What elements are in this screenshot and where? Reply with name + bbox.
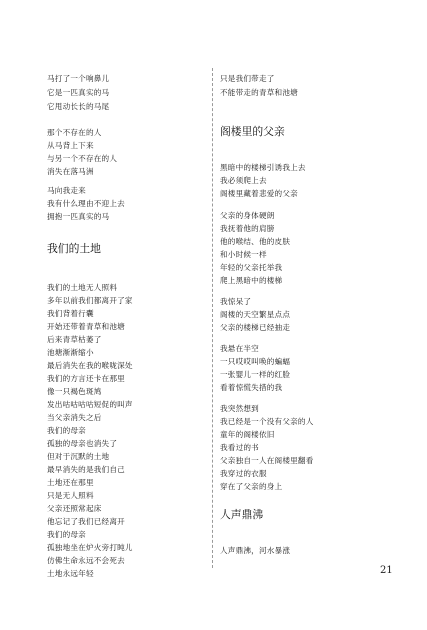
poem-line: 马向我走来 [47,186,86,195]
poem-line: 我们的母亲 [47,530,86,539]
poem-line: 多年以前我们都离开了家 [47,296,133,305]
poem-line: 最后消失在我的喉咙深处 [47,361,133,370]
column-divider [212,68,213,568]
poem-line: 父亲还照常起床 [47,504,102,513]
poem-line: 一只哎哎叫唤的蝙蝠 [220,357,291,366]
poem-line: 池塘渐渐缩小 [47,348,94,357]
poem-line: 土地还在那里 [47,478,94,487]
poem-line: 孤独的母亲也消失了 [47,439,118,448]
poem-line: 不能带走的青草和池塘 [220,88,298,97]
poem-line: 土地永远年轻 [47,569,94,578]
poem-line: 年轻的父亲托举我 [220,263,283,272]
poem-line: 我们背着行囊 [47,309,94,318]
poem-line: 他的喉结、他的皮肤 [220,237,291,246]
page-number: 21 [380,565,393,576]
poem-line: 我惊呆了 [220,297,252,306]
poem-line: 我穿过的衣服 [220,469,267,478]
poem-line: 孤独地坐在炉火旁打盹儿 [47,543,133,552]
poem-line: 和小时候一样 [220,250,267,259]
poem-line: 当父亲消失之后 [47,413,102,422]
poem-line: 从马背上下来 [47,141,94,150]
poem-line: 我看过的书 [220,443,259,452]
poem-line: 人声鼎沸，河水暴涨 [220,546,291,555]
poem-line: 马打了一个响鼻儿 [47,74,110,83]
poem-line: 我们的方言还卡在那里 [47,374,125,383]
poem-line: 父亲的楼梯已经抽走 [220,323,291,332]
poem-line: 像一只褐色斑鸠 [47,387,102,396]
section-title: 我们的土地 [47,242,101,255]
poem-line: 我必须爬上去 [220,176,267,185]
poem-line: 开始还带着青草和池塘 [47,322,125,331]
poem-line: 爬上黑暗中的楼梯 [220,276,283,285]
poem-line: 阁楼里藏着悲爱的父亲 [220,189,298,198]
poem-line: 消失在落马洲 [47,167,94,176]
section-title: 人声鼎沸 [220,508,264,521]
poem-line: 我已经是一个没有父亲的人 [220,417,314,426]
poem-line: 后来青草枯萎了 [47,335,102,344]
poem-line: 我突然想到 [220,404,259,413]
poem-line: 但对于沉默的土地 [47,452,110,461]
poem-line: 我们的母亲 [47,426,86,435]
poem-line: 我抚着他的肩膀 [220,224,275,233]
poem-line: 黑暗中的楼梯引诱我上去 [220,163,306,172]
poem-line: 只是无人照料 [47,491,94,500]
poem-line: 看着惊慌失措的我 [220,383,283,392]
poem-line: 父亲的身体硬朗 [220,211,275,220]
poem-line: 那个不存在的人 [47,128,102,137]
poem-line: 童年的阁楼依旧 [220,430,275,439]
poem-line: 他忘记了我们已经离开 [47,517,125,526]
poem-line: 只是我们带走了 [220,74,275,83]
poem-line: 最早消失的是我们自己 [47,465,125,474]
poem-line: 拥抱一匹真实的马 [47,212,110,221]
poem-line: 仿佛生命永远不会死去 [47,556,125,565]
poem-line: 一张婴儿一样的红脸 [220,370,291,379]
poem-line: 我们的土地无人照料 [47,283,118,292]
poem-line: 穿在了父亲的身上 [220,482,283,491]
poem-line: 我悬在半空 [220,344,259,353]
poem-line: 它甩动长长的马尾 [47,102,110,111]
poem-line: 与另一个不存在的人 [47,154,118,163]
poem-line: 它是一匹真实的马 [47,88,110,97]
poem-line: 阁楼的天空繁星点点 [220,310,291,319]
section-title: 阁楼里的父亲 [220,125,285,138]
poem-line: 父亲独自一人在阁楼里翻看 [220,456,314,465]
poem-line: 我有什么理由不迎上去 [47,199,125,208]
poem-line: 发出咕咕咕咕短促的叫声 [47,400,133,409]
